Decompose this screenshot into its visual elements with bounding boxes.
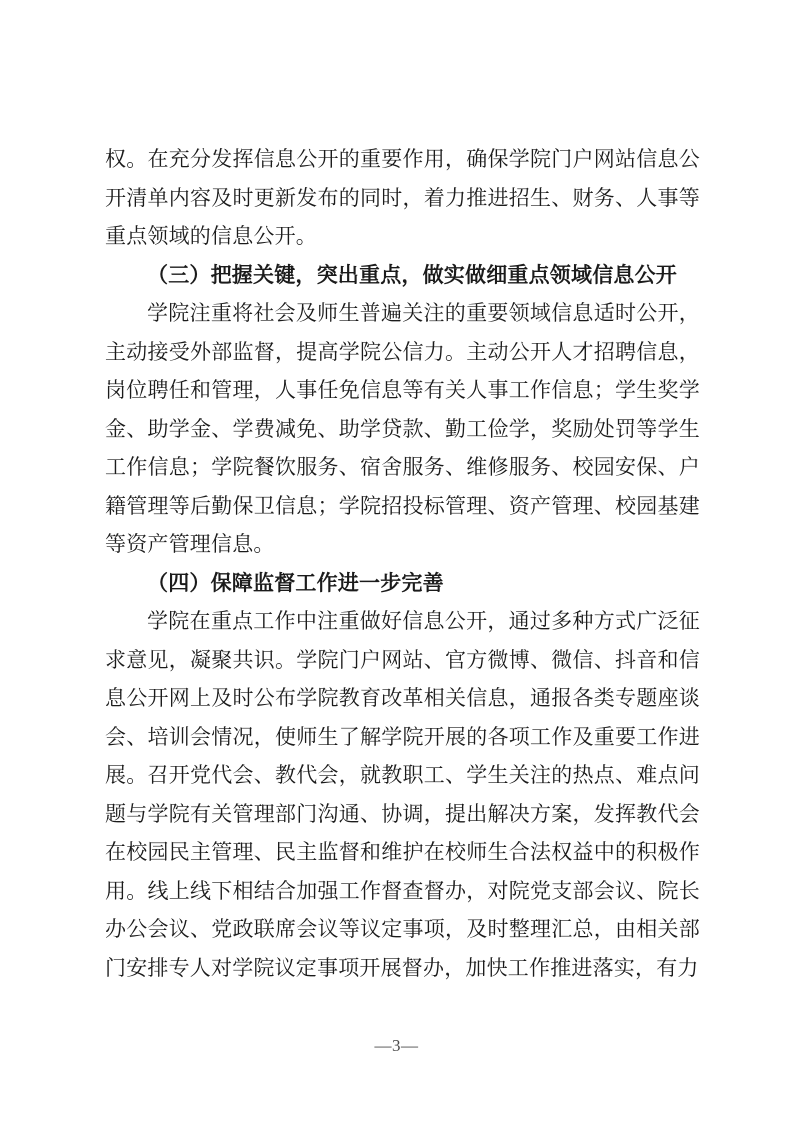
page-number: —3— — [374, 1036, 419, 1055]
section-heading-3: （三）把握关键，突出重点，做实做细重点领域信息公开 — [147, 262, 677, 287]
document-body — [105, 140, 700, 987]
paragraph-section-4-body: 学院在重点工作中注重做好信息公开，通过多种方式广泛征求意见，凝聚共识。学院门户网站、官方微博、微信、抖音和信息公开网上及时公布学院教育改革相关信息，通报各类专题座谈会、培训会情况，使师生了解学院开展的各项工作及重要工作进展。召开党代会、教代会，就教职工、学生关注的热点、难点问题与学院有关管理部门沟通、协调，提出解决方案，发挥教代会在校园民主管理、民主监督和维护在校师生合法权益中的积极作用。线上线下相结合加强工作督查督办，对院党支部会议、院长办公会议、党政联席会议等议定事项，及时整理汇总，由相关部门安排专人对学院议定事项开展督办，加快工作推进落实，有力 — [105, 609, 700, 980]
paragraph-section-3-body: 学院注重将社会及师生普遍关注的重要领域信息适时公开，主动接受外部监督，提高学院公信力。主动公开人才招聘信息，岗位聘任和管理，人事任免信息等有关人事工作信息；学生奖学金、助学金、学费减免、助学贷款、勤工俭学，奖励处罚等学生工作信息；学院餐饮服务、宿舍服务、维修服务、校园安保、户籍管理等后勤保卫信息；学院招投标管理、资产管理、校园基建等资产管理信息。 — [105, 301, 700, 556]
paragraph-continuation: 权。在充分发挥信息公开的重要作用，确保学院门户网站信息公开清单内容及时更新发布的同时，着力推进招生、财务、人事等重点领域的信息公开。 — [105, 147, 700, 248]
section-heading-4: （四）保障监督工作进一步完善 — [147, 570, 444, 595]
